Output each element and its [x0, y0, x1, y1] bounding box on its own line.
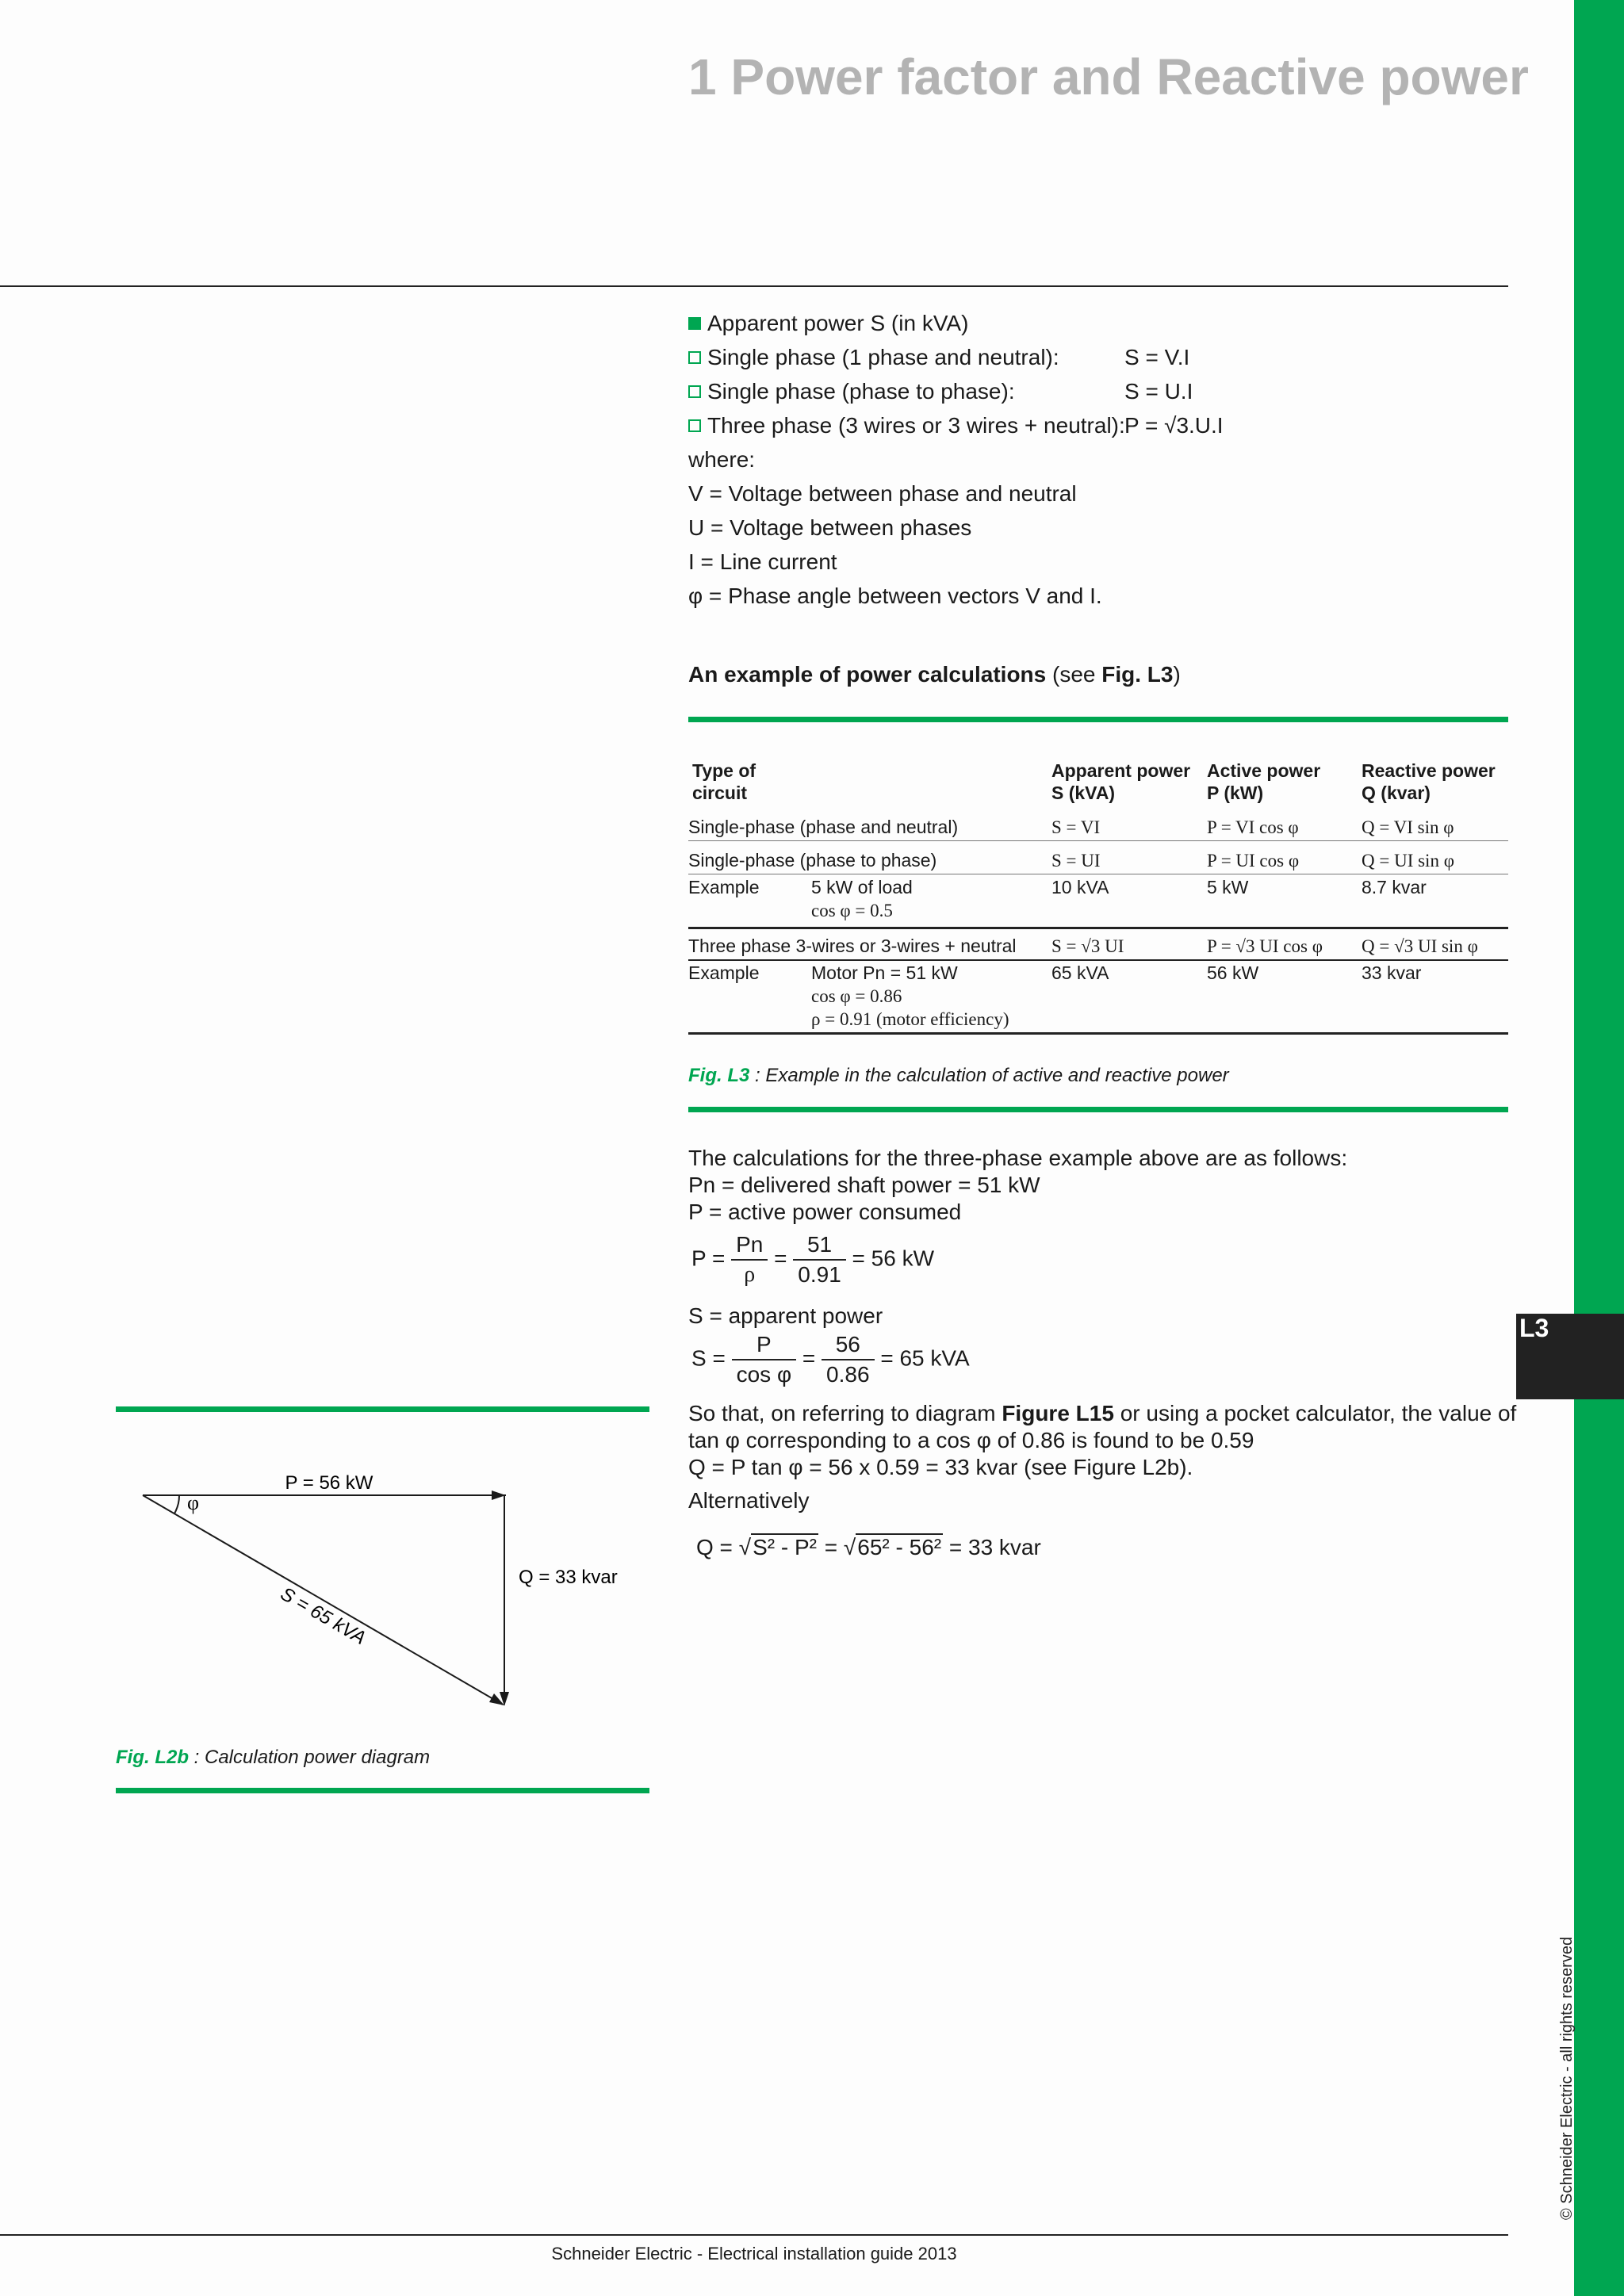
table-top-rule	[688, 717, 1508, 722]
calc-paragraph: So that, on referring to diagram Figure L15 or using a pocket calculator, the value of	[688, 1401, 1517, 1425]
copyright-notice: © Schneider Electric - all rights reserved	[1558, 1936, 1576, 2220]
table-cell: 56 kW	[1207, 962, 1259, 983]
table-cell: Three phase 3-wires or 3-wires + neutral	[688, 936, 1017, 956]
definition: I = Line current	[688, 549, 837, 574]
apparent-formula-3: P = √3.U.I	[1124, 413, 1224, 438]
open-square-bullet-icon	[688, 419, 701, 432]
example-heading: An example of power calculations (see Fig. L3)	[688, 662, 1181, 687]
fig-l3-caption: Fig. L3 : Example in the calculation of active and reactive power	[688, 1065, 1229, 1086]
figure-bottom-rule	[116, 1788, 649, 1793]
table-bottom-green-rule	[688, 1107, 1508, 1112]
table-cell: cos φ = 0.86	[811, 986, 902, 1006]
s-label: S = 65 kVA	[277, 1582, 370, 1649]
table-cell: 33 kvar	[1362, 962, 1422, 983]
table-cell: Single-phase (phase and neutral)	[688, 817, 959, 837]
filled-square-bullet-icon	[688, 317, 701, 330]
table-cell: P = VI cos φ	[1207, 817, 1299, 837]
apparent-formula-1: S = V.I	[1124, 345, 1190, 369]
table-cell: Example	[688, 877, 760, 897]
calc-paragraph: tan φ corresponding to a cos φ of 0.86 is found to be 0.59	[688, 1428, 1254, 1452]
table-cell: Q = VI sin φ	[1362, 817, 1454, 837]
table-header: Active power P (kW)	[1207, 760, 1321, 803]
table-cell: Q = √3 UI sin φ	[1362, 936, 1478, 956]
table-cell: P = UI cos φ	[1207, 851, 1300, 871]
calc-line: S = apparent power	[688, 1303, 883, 1328]
apparent-item-2: Single phase (phase to phase):	[688, 374, 1015, 408]
p-label: P = 56 kW	[285, 1472, 373, 1494]
s-vector	[143, 1495, 503, 1705]
table-cell: Example	[688, 962, 760, 983]
apparent-item-1: Single phase (1 phase and neutral):	[688, 340, 1059, 374]
definition: U = Voltage between phases	[688, 515, 972, 540]
equation-s: S = $\frac{P}{\text{cos φ}}$ = $\frac{56}{0.86}$ = 65 kVA	[691, 1332, 970, 1387]
table-header: Reactive power Q (kvar)	[1362, 760, 1496, 803]
table-bottom-rule	[688, 1032, 1508, 1035]
angle-arc	[174, 1495, 179, 1513]
calc-line: P = active power consumed	[688, 1200, 962, 1224]
table-cell: Motor Pn = 51 kW	[811, 962, 958, 983]
q-label: Q = 33 kvar	[519, 1567, 618, 1588]
calc-line: The calculations for the three-phase example above are as follows:	[688, 1146, 1348, 1170]
table-cell: S = √3 UI	[1051, 936, 1124, 956]
definition: φ = Phase angle between vectors V and I.	[688, 584, 1102, 608]
side-color-bar	[1574, 0, 1624, 2296]
open-square-bullet-icon	[688, 385, 701, 398]
definition: V = Voltage between phase and neutral	[688, 481, 1077, 506]
where-label: where:	[688, 447, 756, 472]
table-cell: ρ = 0.91 (motor efficiency)	[811, 1009, 1009, 1029]
power-triangle-diagram	[111, 1459, 650, 1720]
table-row-divider	[688, 959, 1508, 961]
table-cell: Single-phase (phase to phase)	[688, 850, 937, 871]
apparent-formula-2: S = U.I	[1124, 379, 1193, 404]
footer-text: Schneider Electric - Electrical installation guide 2013	[551, 2244, 957, 2263]
table-cell: 65 kVA	[1051, 962, 1109, 983]
table-cell: Q = UI sin φ	[1362, 851, 1454, 871]
table-cell: S = UI	[1051, 851, 1101, 871]
chapter-tab-label: L3	[1519, 1314, 1549, 1342]
apparent-item-3: Three phase (3 wires or 3 wires + neutral):	[688, 408, 1125, 442]
table-cell: 10 kVA	[1051, 877, 1109, 897]
table-header: Type of circuit	[692, 760, 756, 803]
table-cell: S = VI	[1051, 817, 1101, 837]
apparent-heading: Apparent power S (in kVA)	[688, 306, 968, 340]
figure-top-rule	[116, 1406, 649, 1412]
calc-line: Alternatively	[688, 1488, 810, 1513]
calc-paragraph: Q = P tan φ = 56 x 0.59 = 33 kvar (see Figure L2b).	[688, 1455, 1193, 1479]
table-cell: P = √3 UI cos φ	[1207, 936, 1323, 956]
equation-q: Q = √S² - P² = √65² - 56² = 33 kvar	[696, 1535, 1041, 1559]
table-cell: cos φ = 0.5	[811, 901, 893, 920]
chapter-tab	[1516, 1314, 1624, 1399]
table-cell: 8.7 kvar	[1362, 877, 1427, 897]
calc-line: Pn = delivered shaft power = 51 kW	[688, 1173, 1040, 1197]
header-rule	[0, 285, 1508, 287]
open-square-bullet-icon	[688, 351, 701, 364]
table-row-divider	[688, 840, 1508, 841]
table-header: Apparent power S (kVA)	[1051, 760, 1191, 803]
table-cell: 5 kW of load	[811, 877, 913, 897]
table-row-divider	[688, 927, 1508, 929]
fig-l2b-caption: Fig. L2b : Calculation power diagram	[116, 1747, 431, 1768]
table-cell: 5 kW	[1207, 877, 1249, 897]
section-title: 1 Power factor and Reactive power	[688, 48, 1529, 105]
phi-label: φ	[187, 1491, 200, 1514]
footer-rule	[0, 2234, 1508, 2236]
equation-p: P = $\frac{Pn}{\rho}$ = $\frac{51}{0.91}$ = 56 kW	[691, 1232, 935, 1287]
